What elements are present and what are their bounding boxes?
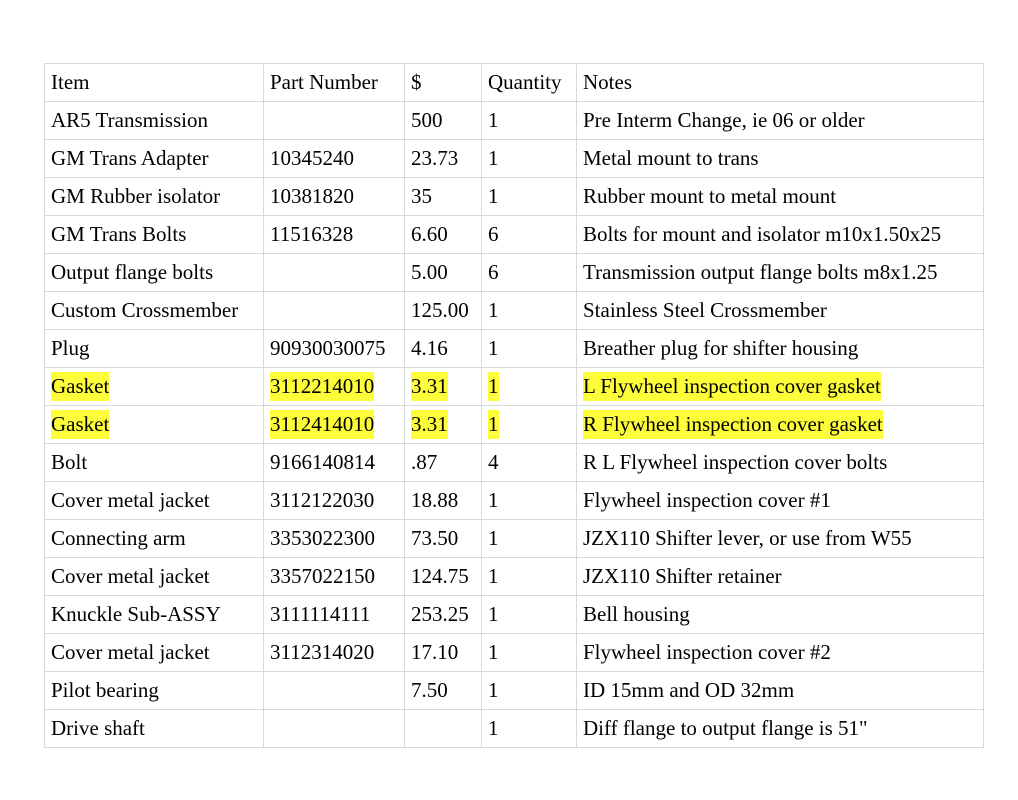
- cell-price-text: 23.73: [411, 146, 459, 170]
- cell-price: [405, 254, 482, 292]
- cell-notes: [577, 368, 984, 406]
- cell-price: [405, 102, 482, 140]
- cell-price: [405, 634, 482, 672]
- cell-item: [45, 596, 264, 634]
- cell-quantity: [482, 558, 577, 596]
- parts-table: [44, 63, 984, 748]
- cell-item-text: Plug: [51, 336, 90, 360]
- cell-part-number: [264, 634, 405, 672]
- table-row: [45, 558, 984, 596]
- cell-part-number: [264, 520, 405, 558]
- table-row: [45, 672, 984, 710]
- cell-notes: [577, 216, 984, 254]
- table-row: [45, 710, 984, 748]
- cell-part-number-text: 3112214010: [270, 372, 374, 401]
- cell-price: [405, 482, 482, 520]
- cell-quantity: [482, 102, 577, 140]
- cell-notes: [577, 596, 984, 634]
- cell-price-text: 3.31: [411, 410, 448, 439]
- cell-quantity: [482, 406, 577, 444]
- cell-notes: [577, 406, 984, 444]
- cell-part-number: [264, 444, 405, 482]
- cell-notes-text: JZX110 Shifter retainer: [583, 564, 782, 588]
- cell-part-number: [264, 368, 405, 406]
- cell-quantity-text: 1: [488, 410, 499, 439]
- cell-quantity: [482, 140, 577, 178]
- cell-price-text: 5.00: [411, 260, 448, 284]
- cell-item-text: Cover metal jacket: [51, 640, 210, 664]
- cell-part-number: [264, 216, 405, 254]
- cell-quantity-text: 1: [488, 526, 499, 550]
- cell-notes: [577, 254, 984, 292]
- cell-part-number-text: 3112314020: [270, 640, 375, 664]
- cell-price: [405, 406, 482, 444]
- cell-price: [405, 558, 482, 596]
- cell-quantity-text: 6: [488, 260, 499, 284]
- cell-part-number-text: 3353022300: [270, 526, 375, 550]
- cell-quantity-text: 4: [488, 450, 499, 474]
- table-row: [45, 292, 984, 330]
- table-row: [45, 178, 984, 216]
- cell-item-text: Cover metal jacket: [51, 488, 210, 512]
- table-row: [45, 406, 984, 444]
- cell-quantity: [482, 178, 577, 216]
- cell-notes-text: Diff flange to output flange is 51": [583, 716, 868, 740]
- table-row: [45, 444, 984, 482]
- cell-part-number: [264, 672, 405, 710]
- cell-notes-text: Metal mount to trans: [583, 146, 759, 170]
- cell-item-text: Bolt: [51, 450, 88, 474]
- cell-notes-text: Flywheel inspection cover #2: [583, 640, 831, 664]
- cell-notes-text: R Flywheel inspection cover gasket: [583, 410, 883, 439]
- cell-item-text: Output flange bolts: [51, 260, 214, 284]
- cell-quantity-text: 1: [488, 184, 499, 208]
- cell-notes: [577, 102, 984, 140]
- cell-price: [405, 292, 482, 330]
- cell-price: [405, 710, 482, 748]
- cell-part-number: [264, 482, 405, 520]
- cell-price-text: 253.25: [411, 602, 469, 626]
- cell-notes-text: Bell housing: [583, 602, 690, 626]
- cell-price-text: 3.31: [411, 372, 448, 401]
- cell-item: [45, 634, 264, 672]
- cell-notes-text: ID 15mm and OD 32mm: [583, 678, 795, 702]
- cell-notes-text: Transmission output flange bolts m8x1.25: [583, 260, 938, 284]
- cell-part-number: [264, 292, 405, 330]
- cell-price: [405, 596, 482, 634]
- header-quantity: Quantity: [482, 64, 577, 102]
- cell-quantity-text: 1: [488, 564, 499, 588]
- cell-quantity: [482, 330, 577, 368]
- cell-quantity-text: 1: [488, 678, 499, 702]
- cell-item-text: Connecting arm: [51, 526, 186, 550]
- cell-price: [405, 216, 482, 254]
- cell-item: [45, 216, 264, 254]
- header-notes: Notes: [577, 64, 984, 102]
- cell-notes: [577, 292, 984, 330]
- cell-price: [405, 140, 482, 178]
- cell-quantity-text: 1: [488, 640, 499, 664]
- table-row: [45, 368, 984, 406]
- cell-item: [45, 520, 264, 558]
- table-row: [45, 330, 984, 368]
- table-header: [45, 64, 984, 102]
- table-row: [45, 254, 984, 292]
- cell-item: [45, 444, 264, 482]
- cell-item: [45, 672, 264, 710]
- cell-quantity-text: 1: [488, 146, 499, 170]
- cell-part-number-text: 10345240: [270, 146, 354, 170]
- cell-price-text: 125.00: [411, 298, 469, 322]
- cell-price: [405, 368, 482, 406]
- cell-notes: [577, 444, 984, 482]
- cell-item-text: Gasket: [51, 372, 109, 401]
- cell-item-text: GM Trans Adapter: [51, 146, 209, 170]
- table-row: [45, 216, 984, 254]
- cell-item: [45, 140, 264, 178]
- cell-item-text: Pilot bearing: [51, 678, 159, 702]
- cell-part-number: [264, 558, 405, 596]
- table-row: [45, 520, 984, 558]
- cell-part-number-text: 3112122030: [270, 488, 375, 512]
- cell-price-text: 500: [411, 108, 443, 132]
- cell-price-text: .87: [411, 450, 438, 474]
- cell-item: [45, 178, 264, 216]
- cell-price-text: 18.88: [411, 488, 459, 512]
- cell-item: [45, 368, 264, 406]
- cell-item: [45, 254, 264, 292]
- cell-price: [405, 672, 482, 710]
- cell-item: [45, 292, 264, 330]
- cell-notes: [577, 710, 984, 748]
- cell-price: [405, 178, 482, 216]
- cell-item-text: Custom Crossmember: [51, 298, 239, 322]
- table-body: [45, 102, 984, 748]
- cell-notes: [577, 520, 984, 558]
- cell-part-number: [264, 178, 405, 216]
- cell-notes-text: R L Flywheel inspection cover bolts: [583, 450, 888, 474]
- cell-notes-text: Bolts for mount and isolator m10x1.50x25: [583, 222, 942, 246]
- cell-notes: [577, 558, 984, 596]
- cell-part-number: [264, 406, 405, 444]
- cell-price-text: 4.16: [411, 336, 448, 360]
- cell-part-number: [264, 596, 405, 634]
- cell-quantity: [482, 520, 577, 558]
- cell-quantity: [482, 216, 577, 254]
- cell-part-number: [264, 254, 405, 292]
- cell-quantity: [482, 672, 577, 710]
- cell-quantity: [482, 710, 577, 748]
- cell-quantity-text: 1: [488, 298, 499, 322]
- cell-item: [45, 102, 264, 140]
- cell-item-text: Knuckle Sub-ASSY: [51, 602, 221, 626]
- cell-item: [45, 482, 264, 520]
- cell-notes-text: L Flywheel inspection cover gasket: [583, 372, 881, 401]
- cell-part-number: [264, 710, 405, 748]
- cell-notes: [577, 330, 984, 368]
- cell-quantity: [482, 596, 577, 634]
- cell-notes: [577, 140, 984, 178]
- cell-price-text: 35: [411, 184, 432, 208]
- cell-quantity-text: 1: [488, 372, 499, 401]
- cell-notes: [577, 634, 984, 672]
- cell-price-text: 124.75: [411, 564, 469, 588]
- cell-notes-text: JZX110 Shifter lever, or use from W55: [583, 526, 912, 550]
- header-row: [45, 64, 984, 102]
- cell-quantity: [482, 292, 577, 330]
- cell-quantity-text: 1: [488, 488, 499, 512]
- cell-quantity-text: 1: [488, 336, 499, 360]
- cell-notes-text: Stainless Steel Crossmember: [583, 298, 827, 322]
- cell-quantity: [482, 634, 577, 672]
- cell-quantity: [482, 254, 577, 292]
- cell-price: [405, 330, 482, 368]
- cell-quantity-text: 6: [488, 222, 499, 246]
- cell-quantity: [482, 368, 577, 406]
- cell-price-text: 73.50: [411, 526, 459, 550]
- cell-item-text: GM Rubber isolator: [51, 184, 221, 208]
- cell-quantity-text: 1: [488, 108, 499, 132]
- cell-notes: [577, 672, 984, 710]
- cell-part-number-text: 3112414010: [270, 410, 374, 439]
- table-row: [45, 634, 984, 672]
- header-part-number: Part Number: [264, 64, 405, 102]
- table-row: [45, 140, 984, 178]
- header-price: $: [405, 64, 482, 102]
- cell-part-number-text: 9166140814: [270, 450, 375, 474]
- cell-price: [405, 444, 482, 482]
- header-item: Item: [45, 64, 264, 102]
- cell-notes: [577, 178, 984, 216]
- cell-part-number-text: 3111114111: [270, 602, 371, 626]
- cell-part-number-text: 3357022150: [270, 564, 375, 588]
- cell-item: [45, 558, 264, 596]
- cell-quantity-text: 1: [488, 602, 499, 626]
- cell-quantity: [482, 482, 577, 520]
- cell-part-number: [264, 330, 405, 368]
- cell-notes-text: Rubber mount to metal mount: [583, 184, 837, 208]
- cell-item-text: Gasket: [51, 410, 109, 439]
- cell-price-text: 7.50: [411, 678, 448, 702]
- cell-item-text: Cover metal jacket: [51, 564, 210, 588]
- cell-notes-text: Breather plug for shifter housing: [583, 336, 859, 360]
- cell-item-text: Drive shaft: [51, 716, 145, 740]
- cell-item: [45, 406, 264, 444]
- cell-item-text: AR5 Transmission: [51, 108, 208, 132]
- cell-notes-text: Pre Interm Change, ie 06 or older: [583, 108, 865, 132]
- cell-price-text: 6.60: [411, 222, 448, 246]
- cell-notes-text: Flywheel inspection cover #1: [583, 488, 831, 512]
- cell-part-number: [264, 102, 405, 140]
- cell-part-number-text: 10381820: [270, 184, 354, 208]
- table-row: [45, 482, 984, 520]
- table-row: [45, 102, 984, 140]
- cell-item: [45, 330, 264, 368]
- cell-price: [405, 520, 482, 558]
- cell-part-number-text: 11516328: [270, 222, 354, 246]
- cell-notes: [577, 482, 984, 520]
- cell-item: [45, 710, 264, 748]
- table-row: [45, 596, 984, 634]
- cell-part-number-text: 90930030075: [270, 336, 386, 360]
- cell-price-text: 17.10: [411, 640, 459, 664]
- cell-item-text: GM Trans Bolts: [51, 222, 187, 246]
- cell-quantity-text: 1: [488, 716, 499, 740]
- cell-part-number: [264, 140, 405, 178]
- cell-quantity: [482, 444, 577, 482]
